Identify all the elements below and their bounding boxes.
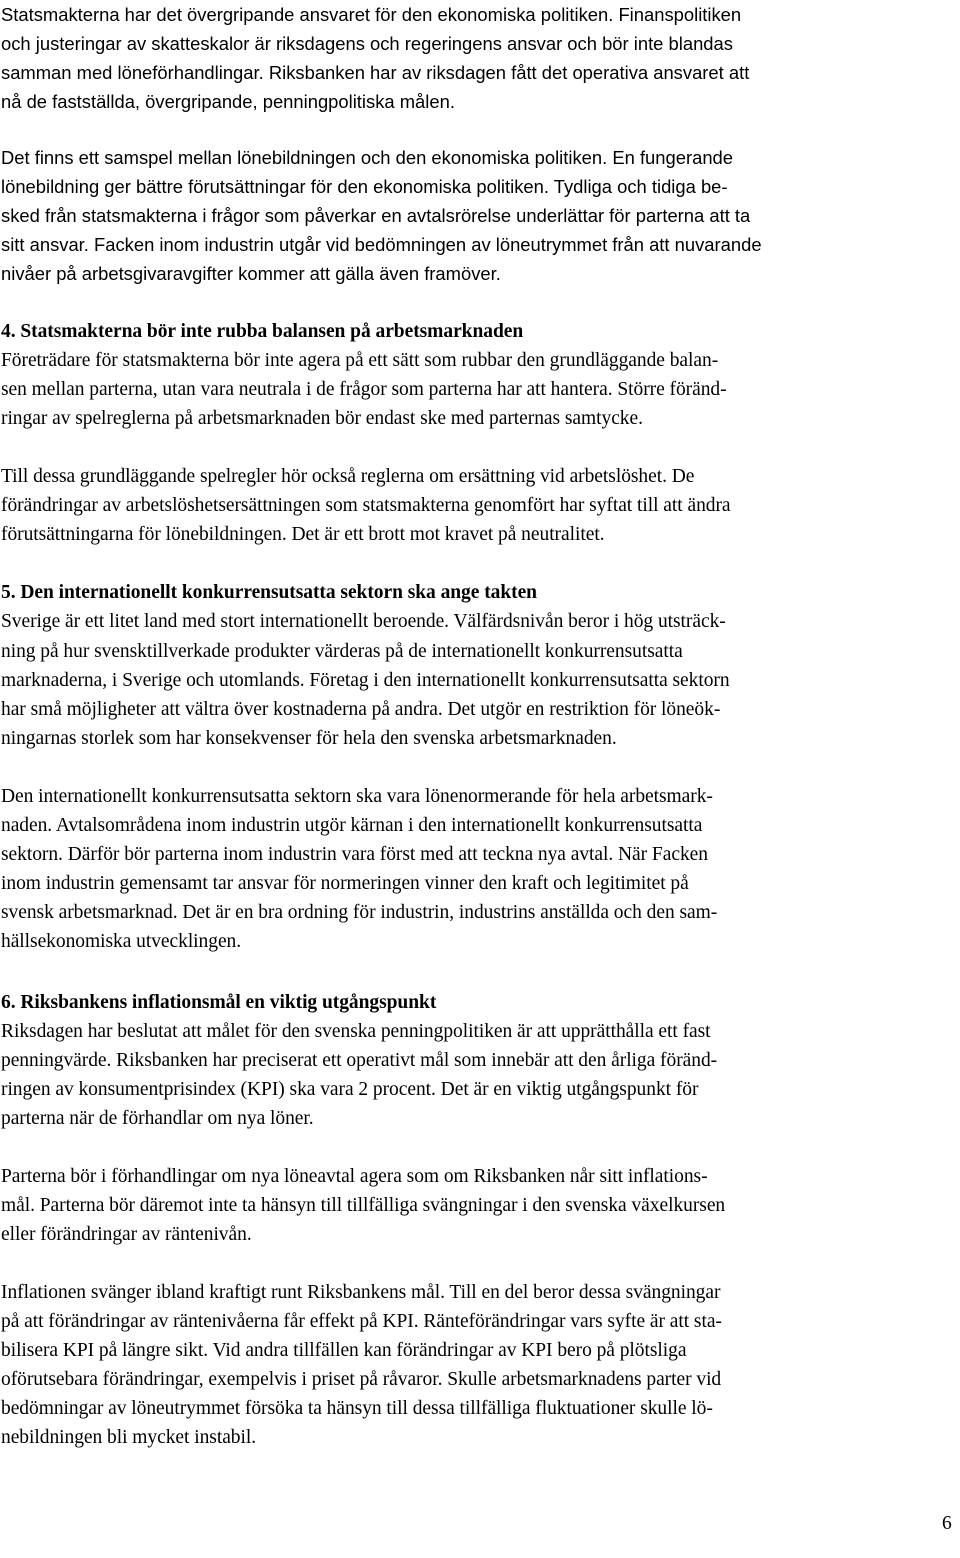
- text-line: samman med löneförhandlingar. Riksbanken har av riksdagen fått det operativa ansvaret att: [1, 62, 750, 83]
- text-line: Riksdagen har beslutat att målet för den svenska penningpolitiken är att upprätthålla ett fast: [1, 1021, 711, 1042]
- text-line: sektorn. Därför bör parterna inom industrin vara först med att teckna nya avtal. När Facken: [1, 844, 708, 865]
- text-line: svensk arbetsmarknad. Det är en bra ordning för industrin, industrins anställda och den sam-: [1, 902, 718, 923]
- text-line: naden. Avtalsområdena inom industrin utgör kärnan i den internationellt konkurrensutsatta: [1, 815, 703, 836]
- text-line: marknaderna, i Sverige och utomlands. Företag i den internationellt konkurrensutsatta sektorn: [1, 670, 730, 691]
- text-line: ningarnas storlek som har konsekvenser för hela den svenska arbetsmarknaden.: [1, 728, 617, 749]
- text-line: oförutsebara förändringar, exempelvis i priset på råvaror. Skulle arbetsmarknadens parter vid: [1, 1369, 722, 1390]
- text-line: sitt ansvar. Facken inom industrin utgår vid bedömningen av löneutrymmet från att nuvarande: [1, 234, 762, 255]
- text-line: förändringar av arbetslöshetsersättningen som statsmakterna genomfört har syftat till att ändra: [1, 495, 731, 516]
- section-heading: 4. Statsmakterna bör inte rubba balansen på arbetsmarknaden: [1, 321, 524, 342]
- text-line: nå de fastställda, övergripande, penningpolitiska målen.: [1, 91, 455, 112]
- text-line: hällsekonomiska utvecklingen.: [1, 931, 242, 952]
- text-line: Företrädare för statsmakterna bör inte agera på ett sätt som rubbar den grundläggande balan-: [1, 350, 719, 371]
- text-line: ning på hur svensktillverkade produkter värderas på de internationellt konkurrensutsatta: [1, 641, 683, 662]
- text-line: har små möjligheter att vältra över kostnaderna på andra. Det utgör en restriktion för löneök-: [1, 699, 721, 720]
- text-line: sked från statsmakterna i frågor som påverkar en avtalsrörelse underlättar för parterna att ta: [1, 205, 751, 226]
- text-line: nebildningen bli mycket instabil.: [1, 1427, 257, 1448]
- text-line: sen mellan parterna, utan vara neutrala i de frågor som parterna har att hantera. Större föränd-: [1, 379, 727, 400]
- text-line: nivåer på arbetsgivaravgifter kommer att gälla även framöver.: [1, 263, 501, 284]
- text-line: ringar av spelreglerna på arbetsmarknaden bör endast ske med parternas samtycke.: [1, 408, 643, 429]
- text-line: Parterna bör i förhandlingar om nya löneavtal agera som om Riksbanken når sitt inflations-: [1, 1166, 708, 1187]
- text-line: Det finns ett samspel mellan lönebildningen och den ekonomiska politiken. En fungerande: [1, 147, 733, 168]
- section-heading: 6. Riksbankens inflationsmål en viktig utgångspunkt: [1, 992, 437, 1013]
- text-line: bilisera KPI på längre sikt. Vid andra tillfällen kan förändringar av KPI bero på plötsliga: [1, 1340, 687, 1361]
- text-line: Den internationellt konkurrensutsatta sektorn ska vara lönenormerande för hela arbetsmark-: [1, 786, 713, 807]
- text-line: bedömningar av löneutrymmet försöka ta hänsyn till dessa tillfälliga fluktuationer skulle lö-: [1, 1398, 713, 1419]
- text-line: Till dessa grundläggande spelregler hör också reglerna om ersättning vid arbetslöshet. De: [1, 466, 695, 487]
- text-line: ringen av konsumentprisindex (KPI) ska vara 2 procent. Det är en viktig utgångspunkt för: [1, 1079, 699, 1100]
- text-line: Statsmakterna har det övergripande ansvaret för den ekonomiska politiken. Finanspolitiken: [1, 4, 742, 25]
- section-heading: 5. Den internationellt konkurrensutsatta sektorn ska ange takten: [1, 582, 537, 603]
- text-line: Inflationen svänger ibland kraftigt runt Riksbankens mål. Till en del beror dessa svängningar: [1, 1282, 721, 1303]
- text-line: Sverige är ett litet land med stort internationellt beroende. Välfärdsnivån beror i hög utsträck-: [1, 611, 726, 632]
- text-line: förutsättningarna för lönebildningen. Det är ett brott mot kravet på neutralitet.: [1, 524, 605, 545]
- text-line: på att förändringar av räntenivåerna får effekt på KPI. Ränteförändringar vars syfte är att sta-: [1, 1311, 722, 1332]
- text-line: mål. Parterna bör däremot inte ta hänsyn till tillfälliga svängningar i den svenska växelkursen: [1, 1195, 726, 1216]
- page-number: 6: [942, 1513, 952, 1534]
- text-line: inom industrin gemensamt tar ansvar för normeringen vinner den kraft och legitimitet på: [1, 873, 689, 894]
- text-line: parterna när de förhandlar om nya löner.: [1, 1108, 314, 1129]
- text-line: penningvärde. Riksbanken har preciserat ett operativt mål som innebär att den årliga föränd-: [1, 1050, 718, 1071]
- text-line: eller förändringar av räntenivån.: [1, 1224, 252, 1245]
- text-line: lönebildning ger bättre förutsättningar för den ekonomiska politiken. Tydliga och tidiga be-: [1, 176, 728, 197]
- text-line: och justeringar av skatteskalor är riksdagens och regeringens ansvar och bör inte blandas: [1, 33, 733, 54]
